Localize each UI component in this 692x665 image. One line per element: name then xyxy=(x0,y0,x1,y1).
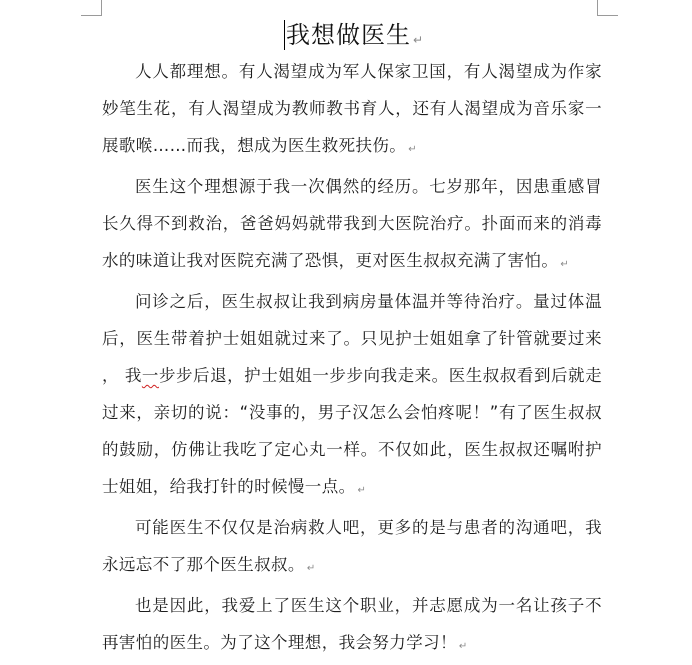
paragraph-mark-icon: ↵ xyxy=(458,641,468,652)
document-title-text[interactable]: 我想做医生 xyxy=(286,21,411,49)
paragraph-mark-icon: ↵ xyxy=(413,33,425,47)
paragraph[interactable] xyxy=(102,509,602,587)
margin-corner-top-left xyxy=(81,0,102,16)
paragraph-mark-icon: ↵ xyxy=(560,259,570,270)
paragraph-text[interactable]: 步步后退，护士姐姐一步步向我走来。医生叔叔看到后就走过来，亲切的说：“没事的，男子汉怎么会怕疼呢！”有了医生叔叔的鼓励，仿佛让我吃了定心丸一样。不仅如此，医生叔叔还嘱咐护士姐姐，给我打针的时候慢一点。 xyxy=(102,366,602,496)
paragraph[interactable] xyxy=(102,587,602,665)
paragraph[interactable] xyxy=(102,53,602,168)
paragraph-text[interactable]: 人人都理想。有人渴望成为军人保家卫国，有人渴望成为作家妙笔生花，有人渴望成为教师教书育人，还有人渴望成为音乐家一展歌喉……而我，想成为医生救死扶伤。 xyxy=(102,62,602,155)
paragraph-text[interactable]: 医生这个理想源于我一次偶然的经历。七岁那年，因患重感冒长久得不到救治，爸爸妈妈就带我到大医院治疗。扑面而来的消毒水的味道让我对医院充满了恐惧，更对医生叔叔充满了害怕。 xyxy=(102,177,602,270)
paragraph-text[interactable]: 可能医生不仅仅是治病救人吧，更多的是与患者的沟通吧，我永远忘不了那个医生叔叔。 xyxy=(102,518,602,574)
margin-corner-top-right xyxy=(597,0,618,16)
document-body[interactable] xyxy=(102,53,602,665)
spelling-error-underline[interactable]: 一 xyxy=(141,366,159,385)
paragraph-mark-icon: ↵ xyxy=(357,485,367,496)
paragraph-mark-icon: ↵ xyxy=(408,144,417,155)
paragraph-mark-icon: ↵ xyxy=(306,563,316,574)
paragraph-text[interactable]: 也是因此，我爱上了医生这个职业，并志愿成为一名让孩子不再害怕的医生。为了这个理想，我会努力学习！ xyxy=(102,596,602,652)
paragraph[interactable] xyxy=(102,283,602,509)
paragraph-text[interactable]: 问诊之后，医生叔叔让我到病房量体温并等待治疗。量过体温后，医生带着护士姐姐就过来了。只见护士姐姐拿了针管就要过来 ， 我 xyxy=(102,292,602,385)
paragraph[interactable] xyxy=(102,168,602,283)
text-cursor xyxy=(284,20,285,50)
